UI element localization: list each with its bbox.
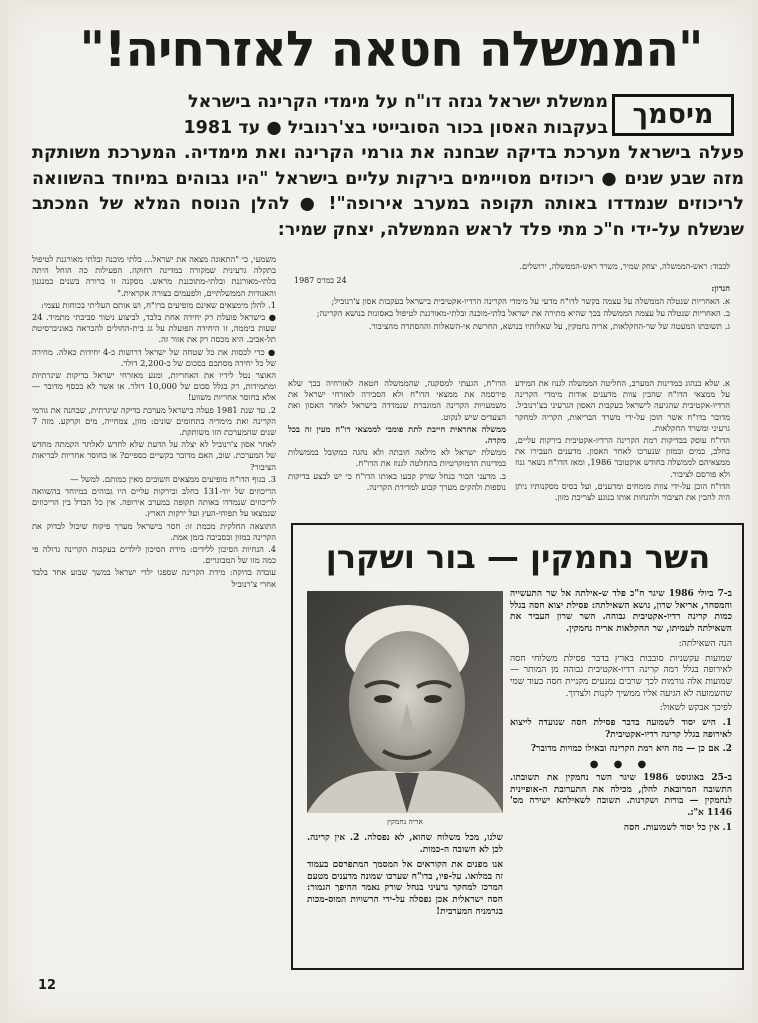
document-label: מיסמך: [612, 94, 734, 136]
letter-column-left: [32, 254, 276, 591]
paragraph: ממשלה אחראית חייבת לתת פומבי לממצאי דו"ח מעין זה בכל מקרה.: [288, 423, 506, 446]
answer-continuation: שלנו, מכל משלוח שהוא, לא נפסלה. 2. אין קרינה. לכן לא חשובה ה-כמות.: [307, 833, 503, 855]
paragraph: 4. הנחיות הסיכון ללידים: מידת הסיכון לילדים בעקבות הקרינה גדולה פי כמה מזו של המבוגרים.: [32, 544, 276, 566]
question-2: 2. אם כן — מה היא רמת הקרינה ובאילו כמויות מדובר?: [530, 744, 732, 755]
question-text: שמועות עקשניות סובבות בארץ בדבר פסילת משלוחי חסה לאירופה בגלל רמה קרינה רדיו-אקטיבית גבוהה מן המותר — שמועות אלה גורמות לכך שרבים נמנעים מקניית חסה בעוד שמי שהשמועה לא הגיעה אליו ממשיך לקנות ולצרוך.: [510, 653, 732, 699]
sidebar-intro: ב-7 ביולי 1986 שיגר ח"כ פלד ש-אילתה אל שר התעשייה והמסחר, אריאל שרון, נושא השאילתה: פסילת יצוא חסה בגלל כמות קרינה רדיו-אקטיבית גבוהה. השר שרון העביר את השאילתה לעמיתו, שר החקלאות אריה נחמקין.: [510, 589, 732, 635]
paragraph: ● כדי לכסות את כל שטחה של ישראל דרושות כ-4 יחידות כאלה. מחירה של כל יחידה מסתכם בסכום של כ-2,200 דולר.: [32, 346, 276, 368]
portrait-photo: [307, 591, 503, 813]
question-1: 1. היש יסוד לשמועה בדבר פסילת חסה שנועדה לייצוא לאירופה בגלל קרינה רדיו-אקטיבית?: [510, 718, 732, 740]
answer-1: 1. אין כל יסוד לשמועות. חסה: [623, 822, 732, 833]
paragraph: לאחר אסון צ'רנוביל לא יצלה על הדעת שלא לחדש לאלתר הקמתה מחדש של המערכת. שוב, האם מדובר בקשיים כספיים? או בחוסר אחריות לבריאות הציבור?: [32, 439, 276, 472]
paragraph: הריכוזים של יוד-131 בחלב ובירקות עליים היו גבוהים במיוחד בהשוואה לריכוזים שנמדדו באותה תקופה במערב אירופה. אין כל הבדל בין הריכוזים שנמצאו על תפוחי-העץ ועל ירקות הארץ.: [32, 486, 276, 519]
lead-rest: פעלה בישראל מערכת בדיקה שבחנה את גורמי הקרינה ואת מימדיה. המערכת משותקת מזה שבע שנים ● ריכוזים מסויימים בירקות עליים בישראל "היו גבוהים במיוחד בהשוואה לריכוזים שנמדדו באותה תקופה במערב אירופה"! ● להלן הנוסח המלא של המכתב שנשלח על-ידי ח"כ מתי פלד לראש הממשלה, יצחק שמיר:: [32, 143, 744, 240]
paragraph: עובדה בדוקה: מידת הקרינה שספגו ילדי ישראל במשך שבוע אחד בלבד אחרי צ'רנוביל: [32, 567, 276, 589]
paragraph: האוצר נטל לידיו את האחריות, ומנע מאזרחי ישראל בדיקות שיגרתיות ומתמידות, רק בגלל סכום של 10,000 דולר. או אשר לא בכסף מדובר — אלא בחוסר אחריות משווע!: [32, 370, 276, 403]
subject-item: א. האחריות שנטלה הממשלה על עצמה בקשר לדו"ח מדעי על מימדי הקרינה הרדיו-אקטיבית בישראל בעקבות אסון צ'רנוביל;: [331, 296, 730, 307]
answer-text: ב-25 באוגוסט 1986 שיגר השר נחמקין את תשובתו. התשובה המרובאת להלן, מכילה את התערובת ה-אופיינית לנחמקין — בורות ושקרנות. תשובה לשאילתא ישירה מס' 1146 א"ג.: [510, 772, 732, 818]
paragraph: התוצאה החלקית מכמת זו: חסר בישראל מערך פיקוח שיכול לבדוק את הקרינה במזון ובסביבה בזמן אמת.: [32, 520, 276, 542]
lead-paragraph: [32, 90, 744, 243]
paragraph: א. שלא כנהוג במדינות המערב, החליטה הממשלה לגנוז את המידע על ממצאי הדו"ח שהכין צוות מדענים אודות מימדי הקרינה הרדיו-אקטיבית שהגיעה לישראל בעקבות האסון הגרעיני בצ'רנוביל. מדובר בדו"ח אשר הוכן על-ידי משרד הבריאות, הקריה למחקר גרעיני ומשרד החקלאות.: [515, 378, 730, 433]
paragraph: הדו"ח, הגעתי למסקנה, שהממשלה חטאה לאזרחיה בכך שלא פירסמה את ממצאי הדו"ח ולא הסבירה לאזרחי ישראל את משמעויות הקרינה המוגברת שנמדדה בישראל לאחר האסון ואת הצעדים שיש לנקוט.: [288, 378, 506, 422]
letter-column-right: [515, 378, 730, 504]
letter-column-middle: [288, 378, 506, 494]
lead-line-2: בעקבות האסון בכור הסובייטי בצ'רנוביל ● עד 1981: [183, 117, 608, 138]
headline: "הממשלה חטאה לאזרחיה!": [79, 21, 703, 78]
lead-line-1: ממשלת ישראל גנזה דו"ח על מימדי הקרינה בישראל: [188, 92, 608, 112]
paragraph: ● בישראל פועלת רק יחידה אחת בלבד, לביצוע ניטור סביבתי מתמיד. 24 שעות ביממה, זו היחידה הפועלת על גג בית-החולים להבראה באוניברסיטת תל-אביב. היא מכסה רק את אזור זה.: [32, 312, 276, 345]
photo-caption: אריה נחמקין: [386, 817, 424, 826]
sidebar-bottom-left: [307, 833, 503, 922]
letter-date: 24 במרס 1987: [294, 276, 347, 285]
letter-subject: [272, 283, 730, 333]
editor-note: אנו מפנים את הקוראים אל המסמך המתפרסם בעמוד זה במלואו. על-פיו, בדו"ח שערכו שמונה מדענים מטעם המרכז למחקר גרעיני בנחל שורק נאמר ההיפך הגמור: חסה ישראלית אכן נפסלה על-ידי הרשויות המוס-מכות בגרמניה המערבית!: [307, 860, 503, 917]
magazine-page: [8, 6, 752, 1018]
paragraph: משמעי, כי "התאונה מצאה את ישראל... בלתי מוכנה ובלתי מאורגנת לטיפול בתקלה גרעינית שמקורה במדינה רחוקה. הפעילות כה הוחל היתה בלתי-מאורגנת ובלתי-מתוכננת מראש. מסקנה זו ברורה בשנים במנגנון והאגודות הממשלתיים, ולפעמים בצורה אקראית.": [32, 254, 276, 298]
ask-label: לפיכך אבקש לשאול:: [659, 703, 732, 714]
paragraph: 2. עד שנת 1981 פעלה בישראל מערכת בדיקה שיגרתית, שבחנה את גורמי הקרינה ואת מימדיה בתחומים שונים: מזון, צמחייה, מים וקרקע. מזה 7 שנים שהמערכת הזו משותקת.: [32, 404, 276, 438]
paragraph: ב. מדעני הכור בנחל שורק קבעו באותו הדו"ח כי יש לבצע בדיקות נוספות ולהקים מערך קבוע למדידת הקרינה.: [288, 470, 506, 492]
sidebar-box: [291, 523, 744, 970]
separator-dots: ● ● ●: [589, 759, 653, 771]
paragraph: 3. בגוף הדו"ח מופיעים ממצאים חשובים מאין כמותם. למשל —: [70, 473, 276, 484]
sidebar-text: [510, 589, 732, 837]
page-number: 12: [38, 978, 57, 993]
subject-item: ב. האחריות שנטלה על עצמה הממשלה בכך שהיא מתירה את ישראל בלתי-מוכנה ובלתי-מאורגנת לטיפול באסונות בנושא הקרינה;: [316, 308, 730, 319]
paragraph: הדו"ח הוכן על-ידי צוות מומחים ומדענים, ועל בסיס מסקנותיו ניתן היה להכין את הציבור ולהנחות אותו בנוגע לצריכת מזון.: [515, 480, 730, 503]
paragraph: 1. להלן מימצאים שאינם מופיעים ברו"ח, וש אותם העליתי בכוחות עצמי:: [40, 299, 276, 310]
question-label: הנה השאילתה:: [678, 638, 732, 649]
letter-greeting: הנדון:: [711, 283, 730, 293]
letter-address: לכבוד: ראש-הממשלה, יצחק שמיר, משרד ראש-הממשלה, ירושלים.: [519, 262, 730, 271]
portrait-image: [307, 591, 503, 813]
subject-item: ג. תשובתו המעטה של שר-החקלאות, אריה נחמקין, על שאלותיו בנושא, החרשת אי-השאלות וההסתרה מהציבור.: [368, 320, 730, 331]
paragraph: ממשלת ישראל לא מילאה חובתה ולא נהגה כמקובל בממשלות במדינות הדמוקרטיות בהחלטה לגנוז את הדו"ח.: [288, 447, 506, 469]
sidebar-title: השר נחמקין — בור ושקרן: [325, 538, 711, 576]
paragraph: הדו"ח עוסק בבדיקות רמת הקרינה הרדיו-אקטיבית בירקות עליים, בחלב, במים ובמזון שנערכו לאחר האסון. מדענים העבירו את ממצאיהם לממשלה בחודש אוקטובר 1986, ומאז הדו"ח נשאר גנוז ולא פורסם לציבור.: [515, 435, 730, 479]
